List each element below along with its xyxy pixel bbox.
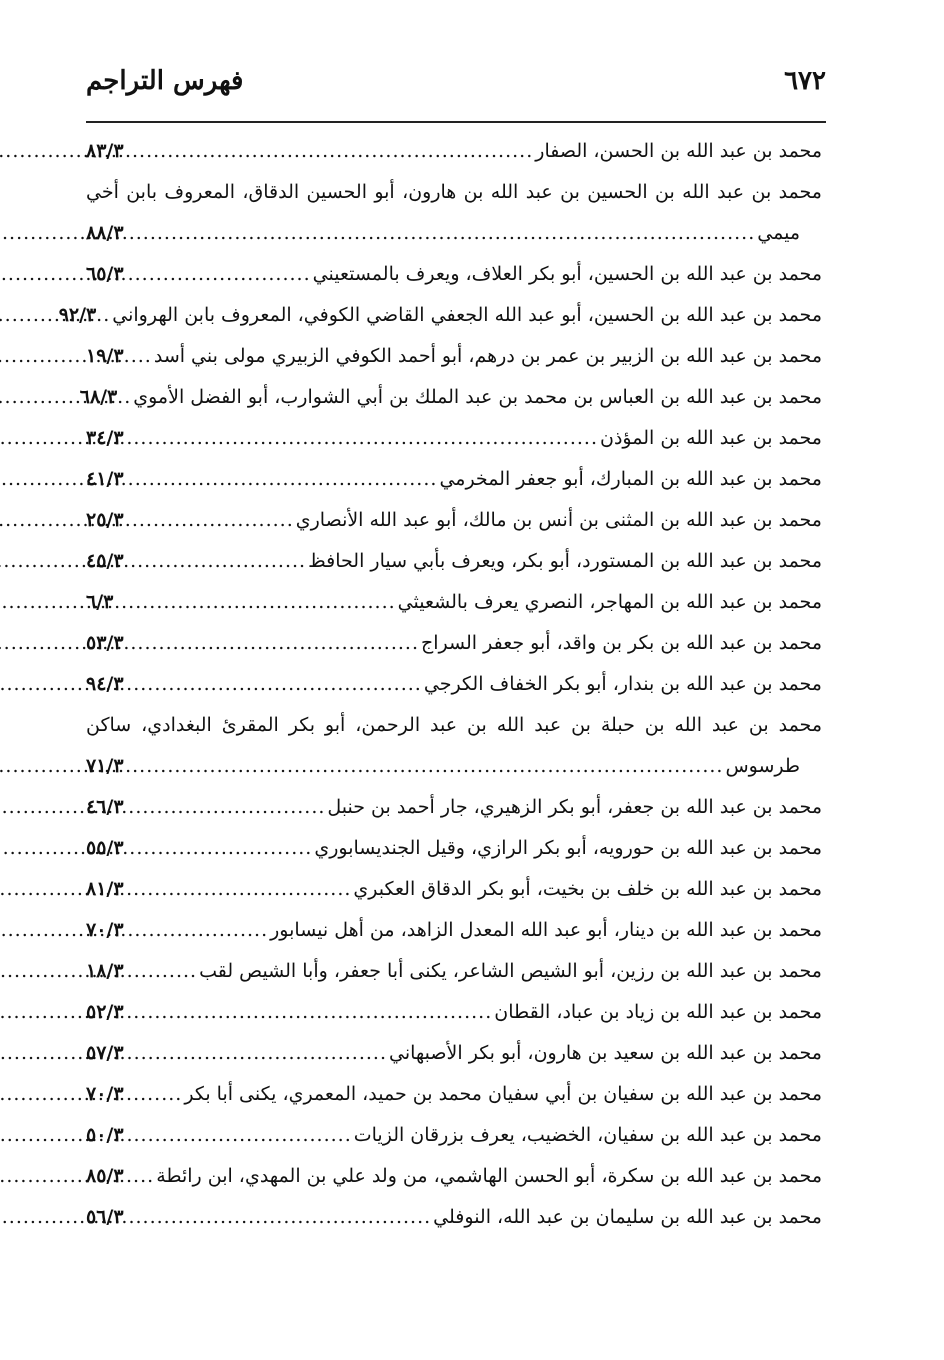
volume-page-ref: ٦/٣ xyxy=(86,591,114,613)
index-entry: محمد بن عبد الله بن سفيان، الخضيب، يعرف بزرقان الزيات ..... ٥٠/٣ xyxy=(86,1124,822,1165)
index-entry: محمد بن عبد الله بن جعفر، أبو بكر الزهيري، جار أحمد بن حنبل ..... ٤٦/٣ xyxy=(86,796,822,837)
volume-page-ref: ٥٧/٣ xyxy=(86,1042,124,1064)
volume-page-ref: ٥٥/٣ xyxy=(86,837,124,859)
volume-page-ref: ٨٨/٣ xyxy=(86,222,124,244)
index-entry-continuation: ميمي ..... ٨٨/٣ xyxy=(86,222,822,263)
page-header xyxy=(86,62,826,112)
index-entry: محمد بن عبد الله بن العباس بن محمد بن عبد الملك بن أبي الشوارب، أبو الفضل الأموي ..... ٦٨/٣ xyxy=(86,386,822,427)
volume-page-ref: ٥٦/٣ xyxy=(86,1206,124,1228)
volume-page-ref: ٧٠/٣ xyxy=(86,1083,124,1105)
volume-page-ref: ٢٥/٣ xyxy=(86,509,124,531)
volume-page-ref: ٥٠/٣ xyxy=(86,1124,124,1146)
volume-page-ref: ٧١/٣ xyxy=(86,755,124,777)
volume-page-ref: ٦٨/٣ xyxy=(79,386,118,408)
volume-page-ref: ٨٣/٣ xyxy=(86,140,124,162)
index-entry: محمد بن عبد الله بن سكرة، أبو الحسن الهاشمي، من ولد علي بن المهدي، ابن رائطة ..... ٨٥/٣ xyxy=(86,1165,822,1206)
volume-page-ref: ٩٤/٣ xyxy=(86,673,124,695)
index-entry: محمد بن عبد الله بن الزبير بن عمر بن درهم، أبو أحمد الكوفي الزبيري مولى بني أسد ..... ١٩/٣ xyxy=(86,345,822,386)
volume-page-ref: ٦٥/٣ xyxy=(86,263,124,285)
header-rule xyxy=(86,121,826,123)
index-entry-continuation: طرسوس ..... ٧١/٣ xyxy=(86,755,822,796)
index-entry: محمد بن عبد الله بن بندار، أبو بكر الخفاف الكرجي ..... ٩٤/٣ xyxy=(86,673,822,714)
volume-page-ref: ٣٤/٣ xyxy=(86,427,124,449)
volume-page-ref: ٥٣/٣ xyxy=(86,632,124,654)
volume-page-ref: ٩٢/٣ xyxy=(58,304,97,326)
index-entry: محمد بن عبد الله بن حورويه، أبو بكر الرازي، وقيل الجنديسابوري ..... ٥٥/٣ xyxy=(86,837,822,878)
index-entry-line1: محمد بن عبد الله بن الحسين بن عبد الله بن هارون، أبو الحسين الدقاق، المعروف بابن أخي xyxy=(86,181,822,203)
index-entry: محمد بن عبد الله بن خلف بن بخيت، أبو بكر الدقاق العكبري ..... ٨١/٣ xyxy=(86,878,822,919)
index-entry: محمد بن عبد الله بن الحسين، أبو بكر العلاف، ويعرف بالمستعيني ..... ٦٥/٣ xyxy=(86,263,822,304)
index-entry: محمد بن عبد الله بن المؤذن ..... ٣٤/٣ xyxy=(86,427,822,468)
volume-page-ref: ٤٥/٣ xyxy=(86,550,124,572)
index-entry: محمد بن عبد الله بن المثنى بن أنس بن مالك، أبو عبد الله الأنصاري ..... ٢٥/٣ xyxy=(86,509,822,550)
index-entry: محمد بن عبد الله بن المهاجر، النصري يعرف بالشعيثي ..... ٦/٣ xyxy=(86,591,822,632)
page-number: ٦٧٢ xyxy=(784,66,826,96)
index-entry: محمد بن عبد الله بن رزين، أبو الشيص الشاعر، يكنى أبا جعفر، وأبا الشيص لقب ..... ١٨/٣ xyxy=(86,960,822,1001)
index-entry: محمد بن عبد الله بن سليمان بن عبد الله، النوفلي ..... ٥٦/٣ xyxy=(86,1206,822,1247)
volume-page-ref: ٤١/٣ xyxy=(86,468,124,490)
volume-page-ref: ٤٦/٣ xyxy=(86,796,124,818)
index-entry: محمد بن عبد الله بن المستورد، أبو بكر، ويعرف بأبي سيار الحافظ ..... ٤٥/٣ xyxy=(86,550,822,591)
volume-page-ref: ٨٥/٣ xyxy=(86,1165,124,1187)
index-entry: محمد بن عبد الله بن دينار، أبو عبد الله المعدل الزاهد، من أهل نيسابور ..... ٧٠/٣ xyxy=(86,919,822,960)
volume-page-ref: ١٩/٣ xyxy=(86,345,124,367)
index-entry: محمد بن عبد الله بن زياد بن عباد، القطان ..... ٥٢/٣ xyxy=(86,1001,822,1042)
index-entry: محمد بن عبد الله بن المبارك، أبو جعفر المخرمي ..... ٤١/٣ xyxy=(86,468,822,509)
index-entry: محمد بن عبد الله بن سعيد بن هارون، أبو بكر الأصبهاني ..... ٥٧/٣ xyxy=(86,1042,822,1083)
volume-page-ref: ٥٢/٣ xyxy=(86,1001,124,1023)
volume-page-ref: ١٨/٣ xyxy=(86,960,124,982)
biography-index-list xyxy=(58,140,822,1247)
index-entry: محمد بن عبد الله بن الحسن، الصفار ..... ٨٣/٣ xyxy=(86,140,822,181)
volume-page-ref: ٧٠/٣ xyxy=(86,919,124,941)
index-entry: محمد بن عبد الله بن بكر بن واقد، أبو جعفر السراج ..... ٥٣/٣ xyxy=(86,632,822,673)
index-entry-line1: محمد بن عبد الله بن حبلة بن عبد الله بن عبد الرحمن، أبو بكر المقرئ البغدادي، ساكن xyxy=(86,714,822,736)
index-entry: محمد بن عبد الله بن الحسين، أبو عبد الله الجعفي القاضي الكوفي، المعروف بابن الهرواني ..... ٩٢/٣ xyxy=(86,304,822,345)
volume-page-ref: ٨١/٣ xyxy=(86,878,124,900)
running-title: فهرس التراجم xyxy=(86,66,244,96)
index-entry: محمد بن عبد الله بن سفيان بن أبي سفيان محمد بن حميد، المعمري، يكنى أبا بكر ..... ٧٠/٣ xyxy=(86,1083,822,1124)
